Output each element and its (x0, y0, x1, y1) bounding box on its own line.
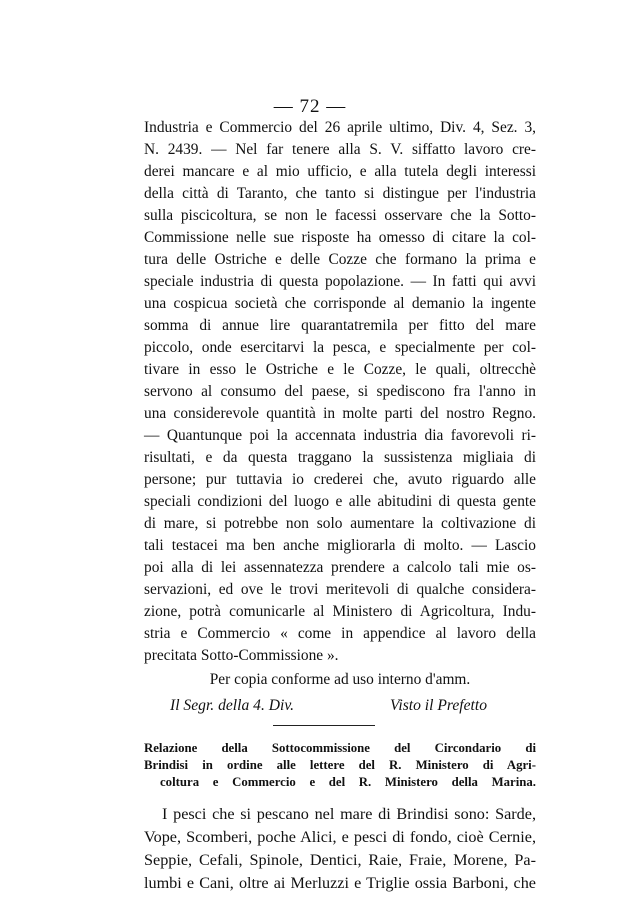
letter-line: N. 2439. — Nel far tenere alla S. V. siffatto lavoro cre- (144, 141, 536, 158)
letter-line: speciali condizioni del luogo e alle abitudini di questa gente (144, 493, 536, 510)
report-heading-line: Brindisi in ordine alle lettere del R. Ministero di Agri- (144, 758, 536, 772)
letter-line: una considerevole quantità in molte parti del nostro Regno. (144, 405, 536, 422)
report-body-line: Vope, Scomberi, poche Alici, e pesci di fondo, cioè Cernie, (144, 828, 536, 846)
letter-line: zione, potrà comunicarle al Ministero di Agricoltura, Indu- (144, 603, 536, 620)
letter-line: derei mancare e al mio ufficio, e alla tutela degli interessi (144, 163, 536, 180)
letter-line: tivare in esso le Ostriche e le Cozze, le quali, oltrecchè (144, 361, 536, 378)
letter-line: poi alla di lei assennatezza prendere a calcolo tali mie os- (144, 559, 536, 576)
page-number: — 72 — (273, 96, 347, 117)
letter-line: precitata Sotto-Commissione ». (144, 647, 339, 664)
signature-left: Il Segr. della 4. Div. (170, 697, 295, 714)
copy-note: Per copia conforme ad uso interno d'amm. (209, 671, 471, 688)
letter-line: di mare, si potrebbe non solo aumentare la coltivazione di (144, 515, 536, 532)
letter-line: servazioni, ed ove le trovi meritevoli di qualche considera- (144, 581, 536, 598)
letter-line: della città di Taranto, che tanto si distingue per l'industria (144, 185, 536, 202)
letter-line: stria e Commercio « come in appendice al lavoro della (144, 625, 536, 642)
letter-line: Industria e Commercio del 26 aprile ultimo, Div. 4, Sez. 3, (144, 119, 536, 136)
report-body-line: Seppie, Cefali, Spinole, Dentici, Raie, Fraie, Morene, Pa- (144, 851, 536, 869)
report-body-line: I pesci che si pescano nel mare di Brindisi sono: Sarde, (162, 805, 536, 823)
letter-line: somma di annue lire quarantatremila per fitto del mare (144, 317, 536, 334)
letter-line: tali testacei ma ben anche migliorarla di molto. — Lascio (144, 537, 536, 554)
letter-line: — Quantunque poi la accennata industria dia favorevoli ri- (144, 427, 536, 444)
section-divider (273, 725, 375, 726)
letter-line: piccolo, onde esercitarvi la pesca, e specialmente per col- (144, 339, 536, 356)
letter-line: Commissione nelle sue risposte ha omesso di citare la col- (144, 229, 536, 246)
letter-line: servono al consumo del paese, si spediscono fra l'anno in (144, 383, 536, 400)
letter-line: risultati, e da questa traggano la sussistenza migliaia di (144, 449, 536, 466)
letter-line: sulla piscicoltura, se non le facessi osservare che la Sotto- (144, 207, 536, 224)
report-heading-line: Relazione della Sottocommissione del Circondario di (144, 741, 536, 755)
letter-line: speciale industria di questa popolazione. — In fatti qui avvi (144, 273, 536, 290)
letter-line: tura delle Ostriche e delle Cozze che formano la prima e (144, 251, 536, 268)
letter-line: persone; pur tuttavia io crederei che, avuto riguardo alle (144, 471, 536, 488)
letter-line: una cospicua società che corrisponde al demanio la ingente (144, 295, 536, 312)
report-body-line: lumbi e Cani, oltre ai Merluzzi e Triglie ossia Barboni, che (144, 874, 536, 892)
signature-right: Visto il Prefetto (390, 697, 488, 714)
report-heading-line: coltura e Commercio e del R. Ministero della Marina. (160, 775, 536, 789)
